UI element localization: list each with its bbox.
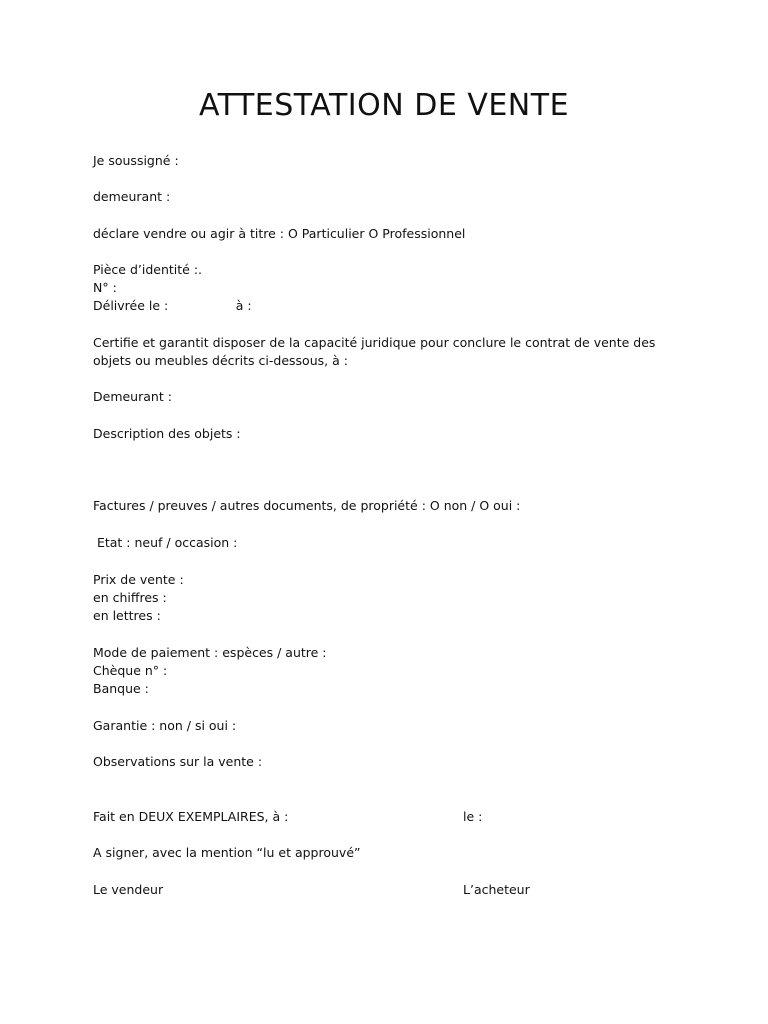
certify-line-1: Certifie et garantit disposer de la capacité juridique pour conclure le contrat de vente des [93,335,656,350]
price-digits-line: en chiffres : [93,590,167,605]
payment-mode-line: Mode de paiement : espèces / autre : [93,645,327,660]
made-in-line: Fait en DEUX EXEMPLAIRES, à : [93,809,289,824]
cheque-line: Chèque n° : [93,663,168,678]
seller-signature-label: Le vendeur [93,882,164,897]
id-number-line: N° : [93,280,117,295]
id-issued-line: Délivrée le : à : [93,298,252,313]
date-label: le : [463,809,483,824]
warranty-line: Garantie : non / si oui : [93,718,237,733]
certify-line-2: objets ou meubles décrits ci-dessous, à : [93,353,348,368]
observations-line: Observations sur la vente : [93,754,263,769]
price-letters-line: en lettres : [93,608,161,623]
state-line: Etat : neuf / occasion : [93,535,238,550]
document-title: ATTESTATION DE VENTE [198,88,570,123]
bank-line: Banque : [93,681,149,696]
description-line: Description des objets : [93,426,241,441]
buyer-signature-label: L’acheteur [463,882,530,897]
sign-mention-line: A signer, avec la mention “lu et approuvé” [93,845,361,860]
seller-name-line: Je soussigné : [93,153,179,168]
seller-address-line: demeurant : [93,189,171,204]
price-line: Prix de vente : [93,572,184,587]
buyer-address-line: Demeurant : [93,389,172,404]
seller-status-line: déclare vendre ou agir à titre : O Particulier O Professionnel [93,226,466,241]
proof-line: Factures / preuves / autres documents, de propriété : O non / O oui : [93,498,521,513]
id-document-line: Pièce d’identité :. [93,262,203,277]
